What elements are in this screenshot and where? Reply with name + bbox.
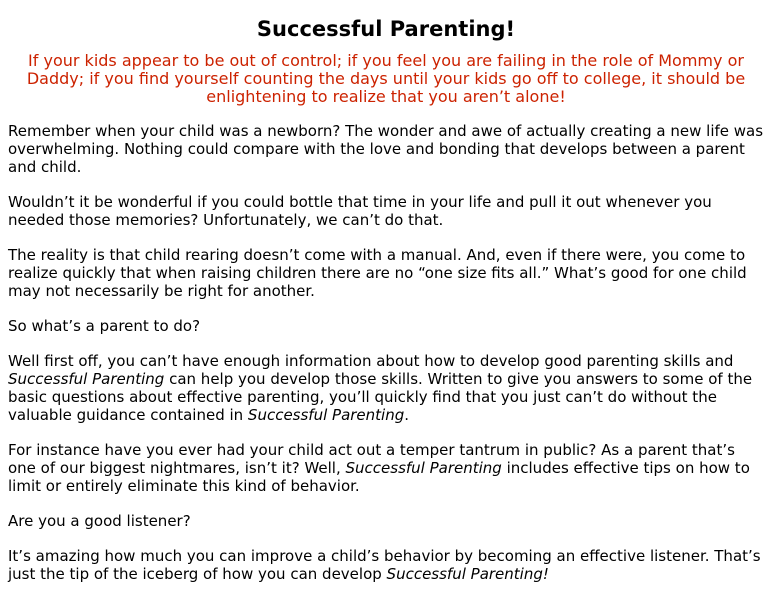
book-title-emphasis: Successful Parenting [247, 406, 405, 424]
book-title-emphasis: Successful Parenting [345, 459, 502, 477]
book-title-emphasis: Successful Parenting [8, 370, 165, 388]
paragraph-information-text-1: Well first off, you can’t have enough information about how to develop good parenting skills and [8, 352, 734, 370]
book-title-emphasis: Successful Parenting! [386, 565, 549, 583]
paragraph-bottle-time: Wouldn’t it be wonderful if you could bottle that time in your life and pull it out whenever you needed those memories? Unfortunately, we can’t do that. [8, 193, 712, 229]
document-page [0, 16, 776, 608]
paragraph-no-manual: The reality is that child rearing doesn’t come with a manual. And, even if there were, you come to realize quickly that when raising children there are no “one size fits all.” What’s good for one child may not necessarily be right for another. [8, 246, 747, 300]
paragraph-information [8, 352, 764, 424]
paragraph-temper-tantrum [8, 441, 764, 495]
paragraph-information-text-3: . [404, 406, 410, 424]
paragraph-newborn: Remember when your child was a newborn? The wonder and awe of actually creating a new life was overwhelming. Nothing could compare with the love and bonding that develops between a parent and child. [8, 122, 764, 176]
paragraph-tantrum-text-2: includes effective tips on how to limit or entirely eliminate this kind of behavior. [8, 459, 750, 495]
paragraph-tantrum-text-1: For instance have you ever had your child act out a temper tantrum in public? As a parent that’s one of our biggest nightmares, isn’t it? Well, [8, 441, 735, 477]
paragraph-what-to-do: So what’s a parent to do? [8, 317, 201, 335]
paragraph-good-listener: Are you a good listener? [8, 512, 191, 530]
paragraph-effective-listener [8, 547, 764, 583]
paragraph-information-text-2: can help you develop those skills. Written to give you answers to some of the basic questions about effective parenting, you’ll quickly find that you just can’t do without the valuable guidance contained in [8, 370, 753, 424]
page-subtitle: If your kids appear to be out of control; if you feel you are failing in the role of Mommy or Daddy; if you find yourself counting the days until your kids go off to college, it should be enlightening to realize that you aren’t alone! [26, 51, 746, 106]
paragraph-listener-text-1: It’s amazing how much you can improve a child’s behavior by becoming an effective listener. That’s just the tip of the iceberg of how you can develop [8, 547, 761, 583]
page-title: Successful Parenting! [256, 17, 516, 41]
